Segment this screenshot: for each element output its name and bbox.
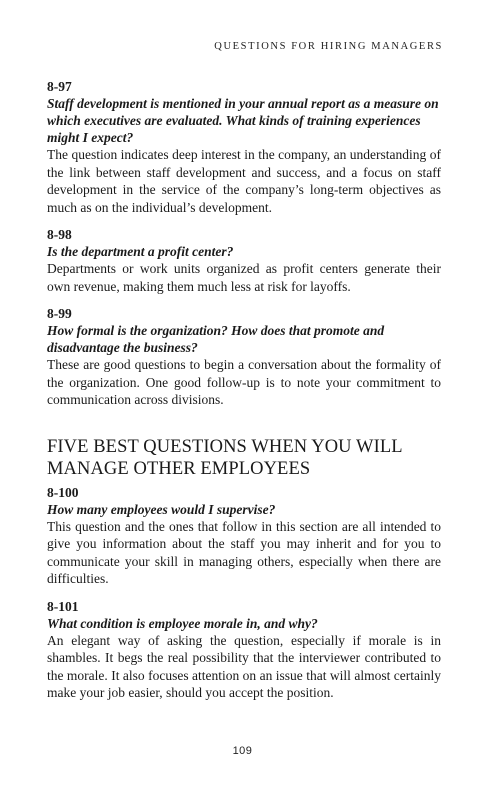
question-text: How formal is the organization? How does that promote and disadvantage the business? [47,323,385,355]
answer-text: An elegant way of asking the question, especially if morale is in shambles. It begs the real possibility that the interviewer contributed to the morale. It also focuses attention on an issue that will almost certainly make your job easier, should you accept the position. [47,632,441,700]
qa-entry-8-97 [47,78,441,216]
question-number: 8-98 [47,227,72,242]
question-number: 8-101 [47,598,79,614]
running-head: QUESTIONS FOR HIRING MANAGERS [214,41,443,52]
question-text: How many employees would I supervise? [47,501,276,517]
page-number: 109 [232,745,253,757]
answer-text: The question indicates deep interest in the company, an understanding of the link between staff development and success, and a focus on staff development in the service of the company’s long-term objectives as much as on the individual’s development. [47,147,441,215]
qa-entry-8-98 [47,226,441,295]
question-text: Is the department a profit center? [47,244,234,259]
question-number: 8-99 [47,306,72,321]
answer-text: These are good questions to begin a conversation about the formality of the organization. One good follow-up is to note your commitment to communication across divisions. [47,357,441,407]
question-number: 8-97 [47,79,72,94]
qa-entry-8-99 [47,305,441,409]
question-text: What condition is employee morale in, and why? [47,615,318,631]
qa-entry-8-101 [47,598,441,702]
page-body [47,78,441,712]
answer-text: This question and the ones that follow in this section are all intended to give you information about the staff you may inherit and for you to communicate your skill in managing others, especially when there are difficulties. [47,518,441,586]
question-text: Staff development is mentioned in your annual report as a measure on which executives are evaluated. What kinds of training experiences might I expect? [47,96,439,145]
qa-entry-8-100 [47,484,441,588]
answer-text: Departments or work units organized as profit centers generate their own revenue, making them much less at risk for layoffs. [47,261,441,294]
section-heading: FIVE BEST QUESTIONS WHEN YOU WILL MANAGE OTHER EMPLOYEES [47,436,402,479]
question-number: 8-100 [47,484,79,500]
